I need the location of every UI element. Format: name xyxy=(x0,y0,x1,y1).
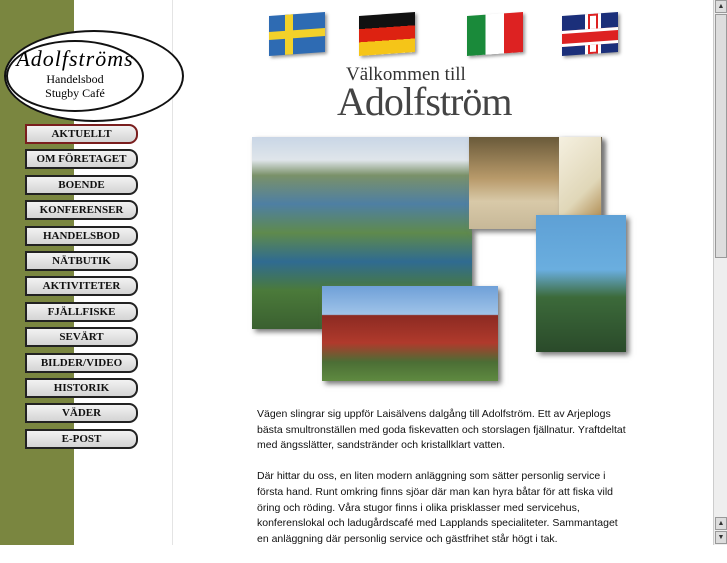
flag-italy-icon[interactable] xyxy=(467,12,523,56)
nav-natbutik[interactable]: NÄTBUTIK xyxy=(25,251,138,271)
nav-historik[interactable]: HISTORIK xyxy=(25,378,138,398)
page-title: Adolfström xyxy=(337,79,512,124)
flag-germany-icon[interactable] xyxy=(359,12,415,56)
main-content xyxy=(174,0,713,545)
sidebar xyxy=(0,0,173,545)
red-house-photo xyxy=(322,286,498,381)
flag-sweden-icon[interactable] xyxy=(269,12,325,56)
scrollbar[interactable] xyxy=(713,0,727,545)
paragraph: Vägen slingrar sig uppför Laisälvens dalgång till Adolfström. Ett av Arjeplogs bästa smultronställen med goda fiskevatten och storslagen fjällnatur. Yraftdeltat med ängsslätter, sandstränder och kristallklart vatten. xyxy=(257,408,626,452)
intro-text xyxy=(257,407,627,563)
scrollbar-thumb[interactable] xyxy=(715,14,727,258)
scroll-up-icon[interactable]: ▲ xyxy=(715,0,727,13)
nav-konferenser[interactable]: KONFERENSER xyxy=(25,200,138,220)
scroll-up-icon[interactable]: ▲ xyxy=(715,517,727,530)
nav-bilder-video[interactable]: BILDER/VIDEO xyxy=(25,353,138,373)
nav-vader[interactable]: VÄDER xyxy=(25,403,138,423)
logo-line2: Stugby Café xyxy=(45,86,105,100)
logo[interactable] xyxy=(6,40,144,112)
scroll-down-icon[interactable]: ▼ xyxy=(715,531,727,544)
nav-aktuellt[interactable]: AKTUELLT xyxy=(25,124,138,144)
nav-sevart[interactable]: SEVÄRT xyxy=(25,327,138,347)
nav-handelsbod[interactable]: HANDELSBOD xyxy=(25,226,138,246)
nav-om-foretaget[interactable]: OM FÖRETAGET xyxy=(25,149,138,169)
nav-boende[interactable]: BOENDE xyxy=(25,175,138,195)
nav-e-post[interactable]: E-POST xyxy=(25,429,138,449)
fisherman-photo xyxy=(536,215,626,352)
nav-fjallfiske[interactable]: FJÄLLFISKE xyxy=(25,302,138,322)
nav-aktiviteter[interactable]: AKTIVITETER xyxy=(25,276,138,296)
logo-line1: Handelsbod xyxy=(46,72,104,86)
flag-uk-icon[interactable] xyxy=(562,12,618,56)
paragraph: Där hittar du oss, en liten modern anläggning som sätter personlig service i första hand. Runt omkring finns sjöar där man kan hyra båtar för att fiska vild öring och röding. Våra stugor finns i olika prisklasser med servicehus, konferenslokal och ladugårdscafé med Lapplands specialiteter. Sammantaget en anläggning där personlig service och gästfrihet står högt i tak. xyxy=(257,470,618,545)
welcome-heading: Välkommen till xyxy=(346,64,466,85)
logo-script: Adolfströms xyxy=(16,46,134,71)
